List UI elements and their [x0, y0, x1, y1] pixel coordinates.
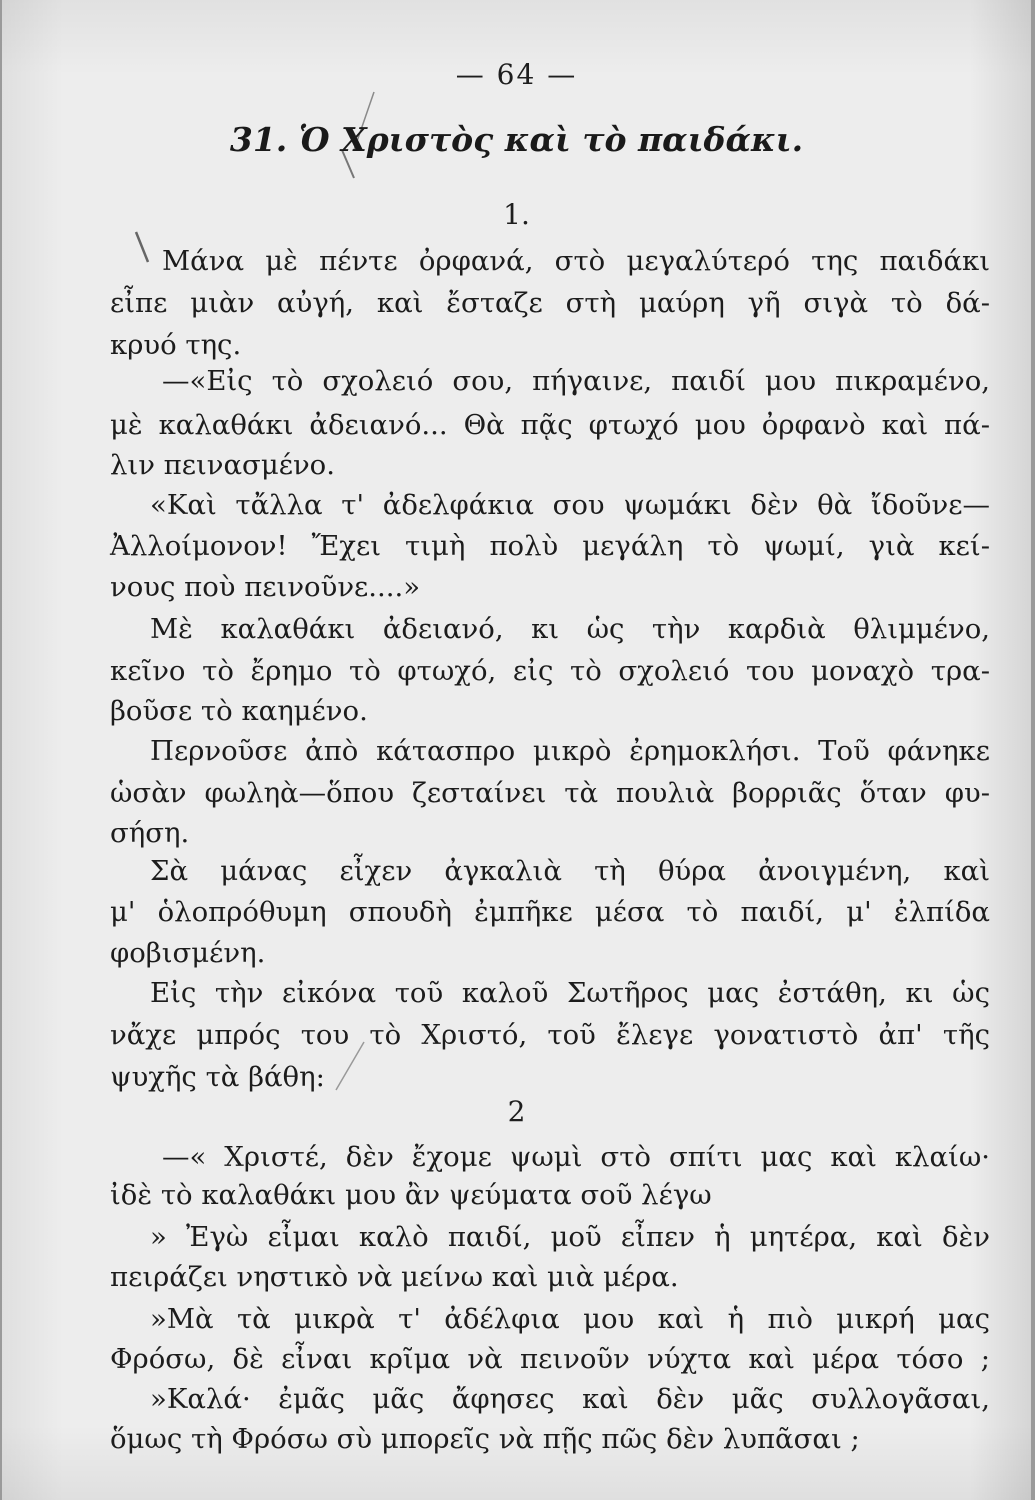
text-line: πειράζει νηστικὸ νὰ μείνω καὶ μιὰ μέρα.: [110, 1261, 679, 1293]
page-number: — 64 —: [455, 58, 578, 91]
text-line: νἄχε μπρός του τὸ Χριστό, τοῦ ἔλεγε γονατιστὸ ἀπ' τῆς: [110, 1019, 990, 1051]
text-line: Περνοῦσε ἀπὸ κάτασπρο μικρὸ ἐρημοκλήσι. Τοῦ φάνηκε: [150, 735, 990, 767]
text-line: σήση.: [110, 817, 190, 849]
text-line: λιν πεινασμένο.: [110, 449, 335, 481]
text-line: εἶπε μιὰν αὐγή, καὶ ἔσταζε στὴ μαύρη γῆ σιγὰ τὸ δά-: [110, 287, 990, 319]
text-line: ὡσὰν φωληὰ—ὅπου ζεσταίνει τὰ πουλιὰ βορριᾶς ὅταν φυ-: [110, 777, 990, 809]
text-line: φοβισμένη.: [110, 937, 266, 969]
text-line: μ' ὁλοπρόθυμη σπουδὴ ἐμπῆκε μέσα τὸ παιδί, μ' ἐλπίδα: [110, 896, 990, 928]
text-line: »Καλά· ἐμᾶς μᾶς ἄφησες καὶ δὲν μᾶς συλλογᾶσαι,: [150, 1383, 990, 1415]
text-line: Σὰ μάνας εἶχεν ἀγκαλιὰ τὴ θύρα ἀνοιγμένη, καὶ: [150, 855, 990, 887]
text-line: »Μὰ τὰ μικρὰ τ' ἀδέλφια μου καὶ ἡ πιὸ μικρή μας: [150, 1303, 990, 1335]
text-line: «Καὶ τἄλλα τ' ἀδελφάκια σου ψωμάκι δὲν θὰ ἴδοῦνε—: [150, 489, 990, 521]
text-line: —«Εἰς τὸ σχολειό σου, πήγαινε, παιδί μου πικραμένο,: [162, 365, 990, 397]
text-line: ἰδὲ τὸ καλαθάκι μου ἂν ψεύματα σοῦ λέγω: [110, 1179, 712, 1211]
text-line: κεῖνο τὸ ἔρημο τὸ φτωχό, εἰς τὸ σχολειό του μοναχὸ τρα-: [110, 655, 990, 687]
text-line: ὅμως τὴ Φρόσω σὺ μπορεῖς νὰ πῇς πῶς δὲν λυπᾶσαι ;: [110, 1423, 860, 1455]
text-line: νους ποὺ πεινοῦνε....»: [110, 571, 421, 603]
text-line: Μάνα μὲ πέντε ὀρφανά, στὸ μεγαλύτερό της παιδάκι: [162, 245, 990, 277]
text-line: κρυό της.: [110, 329, 242, 361]
section-number: 2: [507, 1095, 526, 1128]
chapter-title: 31. Ὁ Χριστὸς καὶ τὸ παιδάκι.: [229, 120, 804, 159]
text-line: ψυχῆς τὰ βάθη:: [110, 1061, 325, 1093]
text-line: » Ἐγὼ εἶμαι καλὸ παιδί, μοῦ εἶπεν ἡ μητέρα, καὶ δὲν: [150, 1221, 990, 1253]
section-number: 1.: [503, 198, 530, 231]
text-line: Ἀλλοίμονον! Ἔχει τιμὴ πολὺ μεγάλη τὸ ψωμί, γιὰ κεί-: [110, 530, 990, 562]
text-line: Εἰς τὴν εἰκόνα τοῦ καλοῦ Σωτῆρος μας ἐστάθη, κι ὡς: [150, 977, 990, 1009]
text-line: μὲ καλαθάκι ἀδειανό... Θὰ πᾷς φτωχό μου ὀρφανὸ καὶ πά-: [110, 409, 990, 441]
text-line: βοῦσε τὸ καημένο.: [110, 695, 368, 727]
text-line: Φρόσω, δὲ εἶναι κρῖμα νὰ πεινοῦν νύχτα καὶ μέρα τόσο ;: [110, 1343, 990, 1375]
text-line: —« Χριστέ, δὲν ἔχομε ψωμὶ στὸ σπίτι μας καὶ κλαίω·: [162, 1141, 990, 1173]
text-line: Μὲ καλαθάκι ἀδειανό, κι ὡς τὴν καρδιὰ θλιμμένο,: [150, 613, 990, 645]
